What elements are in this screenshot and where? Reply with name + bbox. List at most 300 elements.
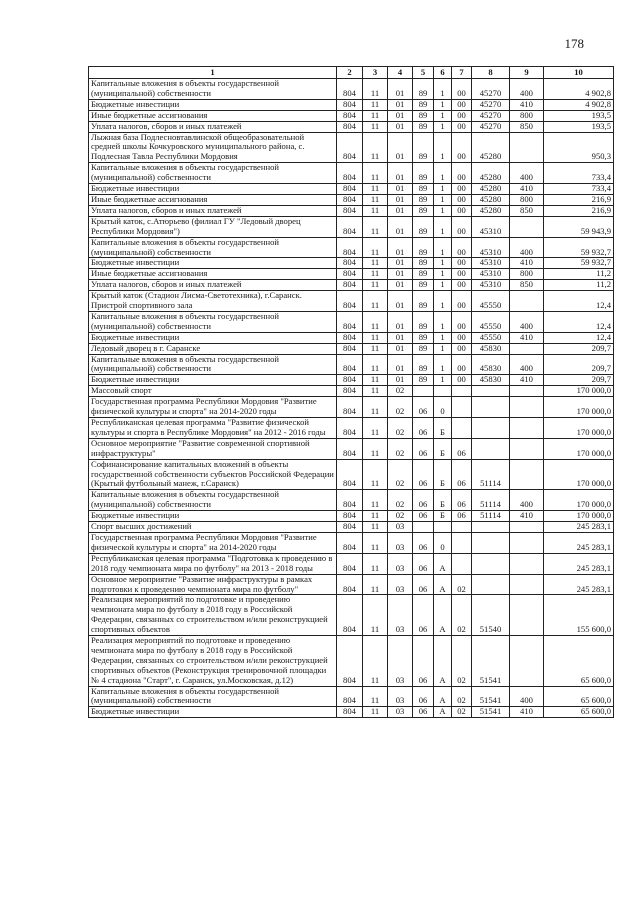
table-row — [89, 595, 614, 636]
code-cell: 03 — [388, 686, 413, 707]
code-cell — [510, 459, 544, 490]
code-cell — [452, 522, 472, 533]
amount-cell: 209,7 — [544, 375, 614, 386]
code-cell: 89 — [413, 332, 434, 343]
code-cell: 00 — [452, 194, 472, 205]
code-cell: 400 — [510, 311, 544, 332]
code-cell: 410 — [510, 184, 544, 195]
row-label: Реализация мероприятий по подготовке и проведению чемпионата мира по футболу в 2018 году в Российской Федерации, связанных со строительством и/или реконструкцией спортивных объектов (Реконструкция тренировочной площадки № 4 стадиона "Старт", г. Саранск, ул.Московская, д.12) — [89, 636, 337, 687]
code-cell: 02 — [388, 438, 413, 459]
code-cell: 804 — [337, 686, 363, 707]
code-cell — [510, 132, 544, 163]
code-cell: 51541 — [472, 686, 510, 707]
table-row — [89, 511, 614, 522]
code-cell: 1 — [434, 110, 452, 121]
code-cell: 804 — [337, 163, 363, 184]
code-cell: 00 — [452, 237, 472, 258]
code-cell: 00 — [452, 99, 472, 110]
code-cell: 00 — [452, 121, 472, 132]
code-cell: 02 — [388, 418, 413, 439]
table-row — [89, 194, 614, 205]
amount-cell: 170 000,0 — [544, 438, 614, 459]
code-cell: 06 — [413, 438, 434, 459]
code-cell: 804 — [337, 490, 363, 511]
code-cell: 1 — [434, 205, 452, 216]
code-cell — [472, 418, 510, 439]
code-cell: 06 — [452, 490, 472, 511]
code-cell: 89 — [413, 343, 434, 354]
code-cell: 00 — [452, 132, 472, 163]
code-cell: 06 — [452, 459, 472, 490]
code-cell: 800 — [510, 269, 544, 280]
code-cell: 1 — [434, 291, 452, 312]
code-cell: 00 — [452, 280, 472, 291]
amount-cell: 209,7 — [544, 343, 614, 354]
amount-cell: 216,9 — [544, 205, 614, 216]
code-cell: 11 — [363, 686, 388, 707]
code-cell — [472, 397, 510, 418]
code-cell: 11 — [363, 237, 388, 258]
row-label: Иные бюджетные ассигнования — [89, 269, 337, 280]
code-cell: 11 — [363, 311, 388, 332]
row-label: Бюджетные инвестиции — [89, 375, 337, 386]
code-cell: 11 — [363, 636, 388, 687]
code-cell: 02 — [452, 707, 472, 718]
code-cell: 11 — [363, 459, 388, 490]
code-cell: 11 — [363, 291, 388, 312]
code-cell: 11 — [363, 184, 388, 195]
table-row — [89, 205, 614, 216]
code-cell: 01 — [388, 79, 413, 100]
code-cell: 89 — [413, 280, 434, 291]
code-cell: 804 — [337, 216, 363, 237]
table-row — [89, 574, 614, 595]
amount-cell: 59 932,7 — [544, 258, 614, 269]
code-cell: 89 — [413, 184, 434, 195]
code-cell — [510, 532, 544, 553]
code-cell: 804 — [337, 258, 363, 269]
code-cell: 89 — [413, 163, 434, 184]
code-cell: 02 — [452, 595, 472, 636]
code-cell: 01 — [388, 205, 413, 216]
code-cell: 804 — [337, 375, 363, 386]
code-cell: 89 — [413, 258, 434, 269]
code-cell: 03 — [388, 636, 413, 687]
page-number: 178 — [564, 36, 584, 51]
row-label: Бюджетные инвестиции — [89, 511, 337, 522]
code-cell: 01 — [388, 132, 413, 163]
code-cell: 11 — [363, 110, 388, 121]
code-cell: Б — [434, 438, 452, 459]
code-cell: 45830 — [472, 343, 510, 354]
code-cell — [472, 553, 510, 574]
code-cell: 45830 — [472, 375, 510, 386]
code-cell: А — [434, 574, 452, 595]
code-cell: 01 — [388, 163, 413, 184]
code-cell: 03 — [388, 553, 413, 574]
amount-cell: 245 283,1 — [544, 553, 614, 574]
amount-cell: 170 000,0 — [544, 418, 614, 439]
code-cell: 06 — [413, 511, 434, 522]
amount-cell: 209,7 — [544, 354, 614, 375]
table-row — [89, 121, 614, 132]
row-label: Государственная программа Республики Мордовия "Развитие физической культуры и спорта" на 2014-2020 годы — [89, 397, 337, 418]
code-cell: 45270 — [472, 99, 510, 110]
budget-table — [88, 66, 614, 718]
code-cell: 11 — [363, 418, 388, 439]
code-cell: 11 — [363, 511, 388, 522]
amount-cell: 216,9 — [544, 194, 614, 205]
amount-cell: 12,4 — [544, 311, 614, 332]
table-body — [89, 79, 614, 718]
code-cell: 00 — [452, 269, 472, 280]
code-cell: 89 — [413, 354, 434, 375]
table-row — [89, 269, 614, 280]
code-cell: 1 — [434, 269, 452, 280]
code-cell: 51540 — [472, 595, 510, 636]
code-cell: 00 — [452, 184, 472, 195]
table-row — [89, 291, 614, 312]
table-row — [89, 311, 614, 332]
table-row — [89, 99, 614, 110]
table-row — [89, 418, 614, 439]
code-cell: 45280 — [472, 163, 510, 184]
amount-cell: 193,5 — [544, 110, 614, 121]
column-header: 9 — [510, 67, 544, 79]
code-cell: 11 — [363, 99, 388, 110]
code-cell: 804 — [337, 184, 363, 195]
code-cell: 03 — [388, 522, 413, 533]
code-cell: 06 — [452, 511, 472, 522]
code-cell: 89 — [413, 99, 434, 110]
code-cell: 400 — [510, 237, 544, 258]
row-label: Капитальные вложения в объекты государственной (муниципальной) собственности — [89, 354, 337, 375]
code-cell: 804 — [337, 121, 363, 132]
code-cell: 45280 — [472, 194, 510, 205]
code-cell: 1 — [434, 280, 452, 291]
amount-cell: 245 283,1 — [544, 532, 614, 553]
amount-cell: 12,4 — [544, 291, 614, 312]
code-cell: 00 — [452, 291, 472, 312]
code-cell: 06 — [413, 418, 434, 439]
code-cell: 51114 — [472, 490, 510, 511]
code-cell: 00 — [452, 205, 472, 216]
amount-cell: 733,4 — [544, 184, 614, 195]
code-cell: 06 — [413, 490, 434, 511]
row-label: Бюджетные инвестиции — [89, 99, 337, 110]
code-cell: 45310 — [472, 237, 510, 258]
code-cell: 0 — [434, 532, 452, 553]
row-label: Крытый каток (Стадион Лисма-Светотехника), г.Саранск. Пристрой спортивного зала — [89, 291, 337, 312]
code-cell: 01 — [388, 216, 413, 237]
code-cell: 804 — [337, 418, 363, 439]
code-cell: 410 — [510, 511, 544, 522]
code-cell: 45310 — [472, 258, 510, 269]
code-cell — [413, 386, 434, 397]
row-label: Основное мероприятие "Развитие современной спортивной инфраструктуры" — [89, 438, 337, 459]
code-cell: 45310 — [472, 216, 510, 237]
code-cell: 00 — [452, 354, 472, 375]
code-cell: 01 — [388, 121, 413, 132]
code-cell: 1 — [434, 79, 452, 100]
code-cell: 804 — [337, 99, 363, 110]
row-label: Бюджетные инвестиции — [89, 258, 337, 269]
code-cell — [510, 397, 544, 418]
code-cell: 1 — [434, 132, 452, 163]
code-cell: 01 — [388, 110, 413, 121]
code-cell: 1 — [434, 99, 452, 110]
code-cell: 00 — [452, 343, 472, 354]
row-label: Уплата налогов, сборов и иных платежей — [89, 205, 337, 216]
code-cell: 804 — [337, 532, 363, 553]
code-cell: 01 — [388, 258, 413, 269]
amount-cell: 170 000,0 — [544, 386, 614, 397]
code-cell: 01 — [388, 194, 413, 205]
code-cell — [472, 532, 510, 553]
amount-cell: 170 000,0 — [544, 397, 614, 418]
code-cell: 89 — [413, 375, 434, 386]
code-cell: 00 — [452, 79, 472, 100]
code-cell: 11 — [363, 397, 388, 418]
code-cell: 01 — [388, 311, 413, 332]
code-cell: 00 — [452, 258, 472, 269]
table-row — [89, 237, 614, 258]
code-cell: 804 — [337, 522, 363, 533]
amount-cell: 65 600,0 — [544, 636, 614, 687]
code-cell — [510, 636, 544, 687]
code-cell: 06 — [413, 532, 434, 553]
row-label: Реализация мероприятий по подготовке и проведению чемпионата мира по футболу в 2018 году в Российской Федерации, связанных со строительством и/или реконструкцией спортивных объектов — [89, 595, 337, 636]
code-cell: 51114 — [472, 511, 510, 522]
row-label: Капитальные вложения в объекты государственной (муниципальной) собственности — [89, 311, 337, 332]
code-cell: 11 — [363, 79, 388, 100]
table-row — [89, 216, 614, 237]
code-cell: 11 — [363, 375, 388, 386]
table-row — [89, 438, 614, 459]
code-cell: 02 — [388, 386, 413, 397]
code-cell: 00 — [452, 216, 472, 237]
code-cell: 804 — [337, 707, 363, 718]
code-cell: 11 — [363, 490, 388, 511]
code-cell: 410 — [510, 332, 544, 343]
code-cell: 11 — [363, 121, 388, 132]
code-cell: 01 — [388, 269, 413, 280]
code-cell: 89 — [413, 132, 434, 163]
table-row — [89, 397, 614, 418]
code-cell: 06 — [413, 636, 434, 687]
code-cell: 06 — [413, 707, 434, 718]
code-cell: 11 — [363, 163, 388, 184]
code-cell: 11 — [363, 343, 388, 354]
code-cell: 1 — [434, 311, 452, 332]
table-row — [89, 332, 614, 343]
column-header: 8 — [472, 67, 510, 79]
code-cell: 804 — [337, 205, 363, 216]
code-cell: 45270 — [472, 121, 510, 132]
code-cell: Б — [434, 418, 452, 439]
code-cell: 51114 — [472, 459, 510, 490]
amount-cell: 12,4 — [544, 332, 614, 343]
table-row — [89, 375, 614, 386]
row-label: Республиканская целевая программа "Развитие физической культуры и спорта в Республике Мордовия" на 2012 - 2016 годы — [89, 418, 337, 439]
code-cell: 11 — [363, 574, 388, 595]
code-cell: 804 — [337, 194, 363, 205]
code-cell: 804 — [337, 132, 363, 163]
code-cell: 11 — [363, 332, 388, 343]
amount-cell: 950,3 — [544, 132, 614, 163]
code-cell: 804 — [337, 332, 363, 343]
code-cell: 01 — [388, 375, 413, 386]
row-label: Капитальные вложения в объекты государственной (муниципальной) собственности — [89, 163, 337, 184]
row-label: Спорт высших достижений — [89, 522, 337, 533]
amount-cell: 4 902,8 — [544, 79, 614, 100]
column-header: 7 — [452, 67, 472, 79]
amount-cell: 733,4 — [544, 163, 614, 184]
table-row — [89, 459, 614, 490]
code-cell: 804 — [337, 511, 363, 522]
code-cell: 11 — [363, 438, 388, 459]
code-cell: 45550 — [472, 291, 510, 312]
code-cell: 00 — [452, 332, 472, 343]
row-label: Капитальные вложения в объекты государственной (муниципальной) собственности — [89, 79, 337, 100]
column-header: 1 — [89, 67, 337, 79]
table-row — [89, 184, 614, 195]
code-cell: 804 — [337, 438, 363, 459]
code-cell: 89 — [413, 237, 434, 258]
code-cell: 51541 — [472, 707, 510, 718]
code-cell — [472, 438, 510, 459]
amount-cell: 11,2 — [544, 269, 614, 280]
code-cell: 11 — [363, 532, 388, 553]
column-header: 5 — [413, 67, 434, 79]
code-cell: Б — [434, 459, 452, 490]
amount-cell: 155 600,0 — [544, 595, 614, 636]
code-cell: 02 — [388, 490, 413, 511]
table-row — [89, 386, 614, 397]
code-cell: 804 — [337, 636, 363, 687]
code-cell: А — [434, 636, 452, 687]
code-cell: 45280 — [472, 132, 510, 163]
column-header: 2 — [337, 67, 363, 79]
code-cell: 400 — [510, 354, 544, 375]
row-label: Бюджетные инвестиции — [89, 332, 337, 343]
table-row — [89, 258, 614, 269]
amount-cell: 59 932,7 — [544, 237, 614, 258]
amount-cell: 11,2 — [544, 280, 614, 291]
amount-cell: 65 600,0 — [544, 707, 614, 718]
code-cell: 804 — [337, 269, 363, 280]
code-cell — [510, 386, 544, 397]
code-cell — [510, 418, 544, 439]
row-label: Крытый каток, с.Атюрьево (филиал ГУ "Ледовый дворец Республики Мордовия") — [89, 216, 337, 237]
code-cell: 850 — [510, 205, 544, 216]
code-cell: 01 — [388, 99, 413, 110]
table-row — [89, 532, 614, 553]
row-label: Капитальные вложения в объекты государственной (муниципальной) собственности — [89, 686, 337, 707]
code-cell — [510, 291, 544, 312]
amount-cell: 245 283,1 — [544, 574, 614, 595]
code-cell: 804 — [337, 79, 363, 100]
code-cell: 400 — [510, 163, 544, 184]
table-row — [89, 280, 614, 291]
amount-cell: 170 000,0 — [544, 459, 614, 490]
code-cell: 02 — [452, 636, 472, 687]
code-cell: 11 — [363, 269, 388, 280]
row-label: Ледовый дворец в г. Саранске — [89, 343, 337, 354]
code-cell: 1 — [434, 194, 452, 205]
code-cell: 11 — [363, 258, 388, 269]
code-cell: 1 — [434, 163, 452, 184]
amount-cell: 245 283,1 — [544, 522, 614, 533]
code-cell: 89 — [413, 216, 434, 237]
code-cell: 45550 — [472, 311, 510, 332]
amount-cell: 65 600,0 — [544, 686, 614, 707]
code-cell: 11 — [363, 216, 388, 237]
column-header: 10 — [544, 67, 614, 79]
code-cell: 89 — [413, 79, 434, 100]
code-cell: 02 — [388, 397, 413, 418]
code-cell: 06 — [452, 438, 472, 459]
table-row — [89, 707, 614, 718]
row-label: Софинансирование капитальных вложений в объекты государственной собственности субъектов Российской Федерации (Крытый футбольный манеж, г.Саранск) — [89, 459, 337, 490]
row-label: Массовый спорт — [89, 386, 337, 397]
code-cell: 03 — [388, 532, 413, 553]
code-cell: 01 — [388, 237, 413, 258]
row-label: Бюджетные инвестиции — [89, 184, 337, 195]
code-cell: Б — [434, 511, 452, 522]
code-cell: 06 — [413, 397, 434, 418]
code-cell: 11 — [363, 205, 388, 216]
code-cell — [452, 418, 472, 439]
code-cell: 850 — [510, 280, 544, 291]
code-cell: 45830 — [472, 354, 510, 375]
code-cell: 02 — [388, 459, 413, 490]
table-row — [89, 354, 614, 375]
code-cell: 01 — [388, 332, 413, 343]
code-cell: 1 — [434, 375, 452, 386]
table-row — [89, 343, 614, 354]
code-cell: 89 — [413, 110, 434, 121]
code-cell: 804 — [337, 237, 363, 258]
row-label: Государственная программа Республики Мордовия "Развитие физической культуры и спорта" на 2014-2020 годы — [89, 532, 337, 553]
table-row — [89, 636, 614, 687]
code-cell: 11 — [363, 280, 388, 291]
code-cell — [452, 553, 472, 574]
code-cell — [472, 522, 510, 533]
code-cell: 06 — [413, 459, 434, 490]
code-cell: 400 — [510, 490, 544, 511]
code-cell: 410 — [510, 707, 544, 718]
code-cell: 11 — [363, 553, 388, 574]
code-cell: 51541 — [472, 636, 510, 687]
code-cell: 804 — [337, 553, 363, 574]
code-cell: 410 — [510, 99, 544, 110]
amount-cell: 170 000,0 — [544, 511, 614, 522]
code-cell: 02 — [452, 574, 472, 595]
code-cell: 804 — [337, 595, 363, 636]
code-cell: 400 — [510, 79, 544, 100]
code-cell: 410 — [510, 258, 544, 269]
code-cell: А — [434, 707, 452, 718]
code-cell — [510, 574, 544, 595]
code-cell: 00 — [452, 311, 472, 332]
code-cell: 01 — [388, 343, 413, 354]
code-cell: 11 — [363, 194, 388, 205]
code-cell — [510, 438, 544, 459]
code-cell: 804 — [337, 280, 363, 291]
code-cell: 11 — [363, 595, 388, 636]
code-cell: А — [434, 553, 452, 574]
